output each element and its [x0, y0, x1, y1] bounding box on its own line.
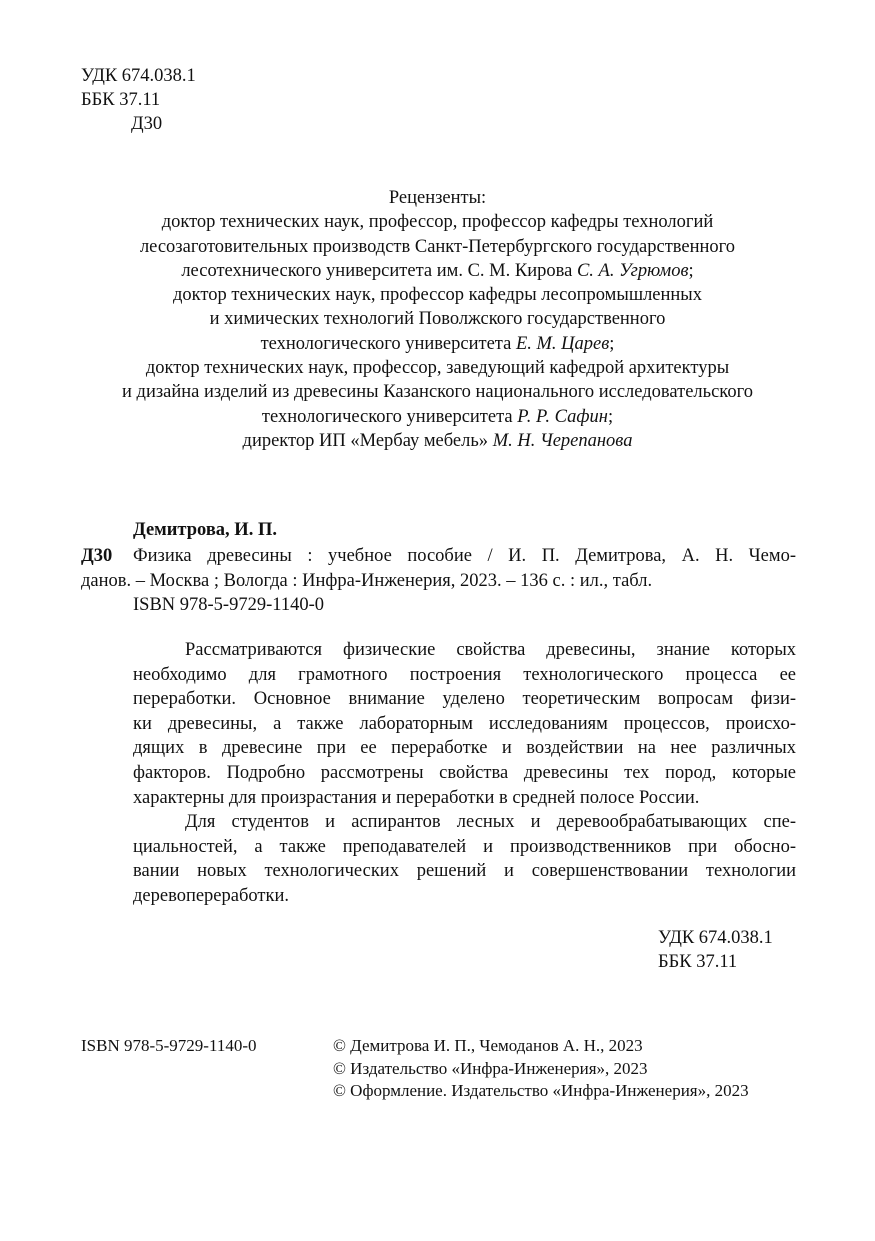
reviewer-line: технологического университета Е. М. Царев;	[260, 333, 615, 354]
abstract-line: характерны для произрастания и переработки в средней полосе России.	[133, 787, 700, 808]
reviewers-block	[0, 186, 875, 453]
bottom-classification	[658, 926, 773, 974]
reviewer-line: и химических технологий Поволжского государственного	[209, 309, 666, 330]
top-classification	[81, 64, 196, 136]
abstract-line: факторов. Подробно рассмотрены свойства древесины тех пород, которые	[133, 762, 796, 783]
bib-line: Физика древесины : учебное пособие / И. П. Демитрова, А. Н. Чемо-	[133, 546, 796, 566]
abstract-line: ки древесины, а также лабораторным исследованиям процессов, происхо-	[133, 713, 796, 734]
reviewer-line: директор ИП «Мербау мебель» М. Н. Черепанова	[242, 430, 633, 451]
reviewer-line: технологического университета Р. Р. Сафин;	[261, 406, 614, 427]
abstract-paragraph	[133, 638, 796, 810]
bib-isbn: ISBN 978-5-9729-1140-0	[133, 595, 324, 615]
abstract-line: циальностей, а также преподавателей и производственников при обосно-	[133, 836, 796, 857]
audience-paragraph	[133, 810, 796, 908]
copyright-line: © Оформление. Издательство «Инфра-Инженерия», 2023	[333, 1081, 749, 1100]
abstract-line: необходимо для грамотного построения технологического процесса ее	[133, 664, 796, 685]
udk-code: УДК 674.038.1	[81, 66, 196, 86]
abstract-line: деревопереработки.	[133, 885, 289, 906]
reviewer-line: доктор технических наук, профессор, заведующий кафедрой архитектуры	[145, 358, 730, 379]
book-author: Демитрова, И. П.	[133, 520, 277, 540]
author-code: Д30	[81, 546, 113, 566]
copyright-line: © Демитрова И. П., Чемоданов А. Н., 2023	[333, 1036, 643, 1055]
bib-line: данов. – Москва ; Вологда : Инфра-Инженерия, 2023. – 136 с. : ил., табл.	[81, 570, 653, 591]
author-mark: Д30	[131, 114, 163, 134]
abstract-line: переработки. Основное внимание уделено теоретическим вопросам физи-	[133, 689, 796, 710]
bbk-code: ББК 37.11	[81, 90, 161, 110]
footer-isbn: ISBN 978-5-9729-1140-0	[81, 1036, 257, 1055]
abstract-line: Для студентов и аспирантов лесных и деревообрабатывающих спе-	[185, 812, 796, 832]
reviewer-name: Е. М. Царев	[515, 333, 610, 354]
reviewer-line: лесозаготовительных производств Санкт-Петербургского государственного	[139, 236, 736, 257]
reviewer-line: лесотехнического университета им. С. М. Кирова С. А. Угрюмов;	[181, 260, 694, 281]
udk-code: УДК 674.038.1	[658, 928, 773, 948]
abstract-line: Рассматриваются физические свойства древесины, знание которых	[185, 640, 796, 660]
reviewer-name: М. Н. Черепанова	[492, 430, 633, 451]
reviewers-title: Рецензенты:	[388, 188, 487, 208]
reviewer-name: С. А. Угрюмов	[576, 260, 689, 281]
copyright-line: © Издательство «Инфра-Инженерия», 2023	[333, 1058, 648, 1078]
reviewer-line: доктор технических наук, профессор, профессор кафедры технологий	[161, 212, 714, 233]
reviewer-line: доктор технических наук, профессор кафедры лесопромышленных	[172, 285, 702, 306]
abstract-line: вании новых технологических решений и совершенствовании технологии	[133, 861, 796, 882]
copyright-block	[333, 1035, 749, 1103]
reviewer-name: Р. Р. Сафин	[517, 406, 608, 427]
reviewer-line: и дизайна изделий из древесины Казанского национального исследовательского	[122, 382, 753, 403]
abstract-line: дящих в древесине при ее переработке и воздействии на нее различных	[133, 738, 796, 759]
bbk-code: ББК 37.11	[658, 952, 738, 972]
